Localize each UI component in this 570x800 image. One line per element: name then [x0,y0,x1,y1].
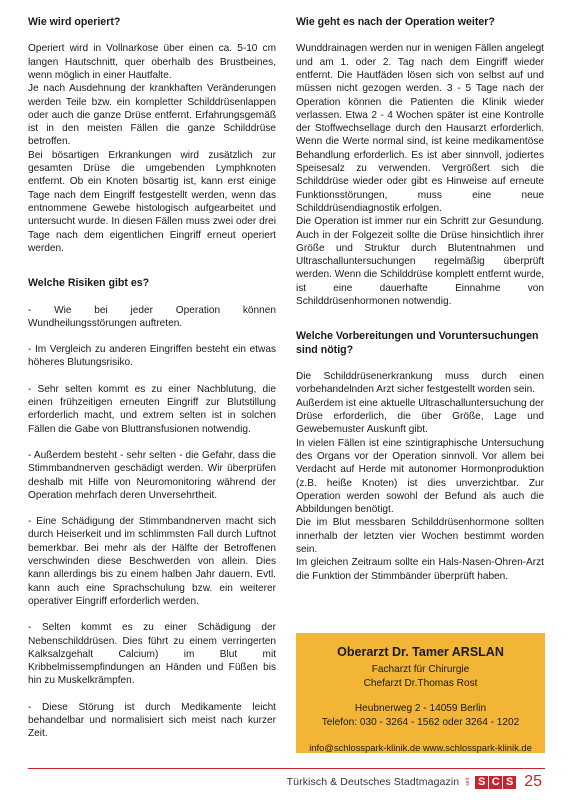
risk-item: - Selten kommt es zu einer Schädigung der Nebenschilddrüsen. Dies führt zu einem verringerten Kalksalzgehalt Calcium) im Blut mit Kribbelmissempfindungen an Händen und Füßen bis hin zu Muskelkrämpfen. [28,622,276,687]
paragraph: Im gleichen Zeitraum sollte ein Hals-Nasen-Ohren-Arzt die Funktion der Stimmbänder überprüft haben. [296,557,544,582]
email-and-website: info@schlosspark-klinik.de www.schlosspark-klinik.de [309,742,532,753]
magazine-name: Türkisch & Deutsches Stadtmagazin [286,776,460,788]
address: Heubnerweg 2 - 14059 Berlin [354,703,487,714]
risk-item: - Wie bei jeder Operation können Wundheilungsstörungen auftreten. [28,304,276,329]
paragraph: Operiert wird in Vollnarkose über einen ca. 5-10 cm langen Hautschnitt, quer oberhalb des Brustbeines, wenn möglich in einer Hautfalte. [28,43,276,81]
paragraph: Je nach Ausdehnung der krankhaften Veränderungen werden Teile bzw. ein kompletter Schilddrüsenlappen oder auch die ganze Drüse entfernt. Erfahrungsgemäß ist in den meisten Fällen die ganze Schilddrüse betroffen. [28,83,276,148]
chief-physician: Chefarzt Dr.Thomas Rost [363,677,478,689]
footer-divider [28,768,545,769]
risk-item: - Außerdem besteht - sehr selten - die Gefahr, dass die Stimmbandnerven geschädigt werden. Wir überprüfen deshalb mit Hilfe von Neuromonitoring während der Operation mehrfach deren Unversehrtheit. [28,449,276,501]
phone: Telefon: 030 - 3264 - 1562 oder 3264 - 1202 [321,716,520,728]
doctor-name: Oberarzt Dr. Tamer ARSLAN [337,645,504,659]
logo-letter: S [475,776,488,789]
risk-item: - Eine Schädigung der Stimmbandnerven macht sich durch Heiserkeit und im schlimmsten Fall durch Luftnot bemerkbar. Bei mehr als der Hälfte der Betroffenen verschwinden diese Beschwerden von allein. Dies kann allerdings bis zu einem halben Jahr dauern. Evtl. kann auch eine Sprachschulung bzw. ein weiterer operativer Eingriff erforderlich werden. [28,516,276,607]
paragraph: Bei bösartigen Erkrankungen wird zusätzlich zur gesamten Drüse die umgebenden Lymphknoten entfernt. Ob ein Knoten bösartig ist, kann erst einige Tage nach dem Eingriff festgestellt werden, wenn das entnommene Gewebe histologisch aufgearbeitet und untersucht wurde. In diesen Fällen muss zwei oder drei Tage nach dem eigentlichen Eingriff erneut operiert werden. [28,149,276,254]
page-number: 25 [524,773,542,790]
paragraph: In vielen Fällen ist eine szintigraphische Untersuchung des Organs vor der Operation sinnvoll. Vor allem bei Verdacht auf Herde mit autonomer Hormonproduktion (z.B. heiße Knoten) ist dies unverzichtbar. Zur Operation werden sowohl der Befund als auch die Abbildungen benötigt. [296,437,544,516]
footer [287,773,542,791]
logo-letter: C [489,776,502,789]
contact-box [296,633,545,753]
risk-item: - Diese Störung ist durch Medikamente leicht behandelbar und normalisiert sich meist nach kurzer Zeit. [28,701,276,740]
risk-item: - Sehr selten kommt es zu einer Nachblutung, die einen frühzeitigen erneuten Eingriff zur Blutstillung erforderlich macht, und extrem selten ist in solchen Fällen die Gabe von Bluttransfusionen notwendig. [28,383,276,435]
left-column [28,16,276,741]
heading-operation: Wie wird operiert? [28,16,121,28]
paragraph: Die Schilddrüsenerkrankung muss durch einen vorbehandelnden Arzt sicher festgestellt worden sein. [296,371,544,396]
heading-risks: Welche Risiken gibt es? [28,277,150,290]
paragraph: Die Operation ist immer nur ein Schritt zur Gesundung. Auch in der Folgezeit sollte die Drüse hinsichtlich ihrer Größe und Struktur durch Blutentnahmen und Ultraschalluntersuchungen regelmäßig überprüft werden. Wenn die Schilddrüse komplett entfernt wurde, ist eine dauerhafte Einnahme von Schilddrüsenhormonen notwendig. [296,216,544,308]
heading-preparations: Welche Vorbereitungen und Voruntersuchungen sind nötig? [296,330,539,356]
logo-letter: S [503,776,516,789]
scs-logo [475,776,516,789]
paragraph: Die im Blut messbaren Schilddrüsenhormone sollten innerhalb der letzten vier Wochen bestimmt worden sein. [296,517,544,556]
risk-item: - Im Vergleich zu anderen Eingriffen besteht ein etwas höheres Blutungsrisiko. [28,344,276,369]
logo-seit-label: seit [465,778,472,786]
right-column [296,16,544,583]
paragraph: Außerdem ist eine aktuelle Ultraschalluntersuchung der Drüse erforderlich, die über Größe, Lage und Gewebemuster Auskunft gibt. [296,397,544,436]
heading-aftercare: Wie geht es nach der Operation weiter? [296,16,495,28]
doctor-title: Facharzt für Chirurgie [371,664,470,675]
paragraph: Wunddrainagen werden nur in wenigen Fällen angelegt und am 1. oder 2. Tag nach dem Eingriff wieder entfernt. Die Hautfäden lösen sich von selbst auf und müssen nicht gezogen werden. 3 - 5 Tage nach der Operation können die Patienten die Klinik wieder verlassen. Etwa 2 - 4 Wochen später ist eine Kontrolle der Stoffwechsellage durch den Hausarzt erforderlich. Wenn die Werte normal sind, ist keine medikamentöse Behandlung erforderlich. Es ist aber sinnvoll, jodiertes Speisesalz zu verwenden. Vergrößert sich die Schilddrüse wieder oder gibt es Hinweise auf erneute Funktionsstörungen, muss eine neue Schilddrüsendiagnostik erfolgen. [296,43,544,214]
